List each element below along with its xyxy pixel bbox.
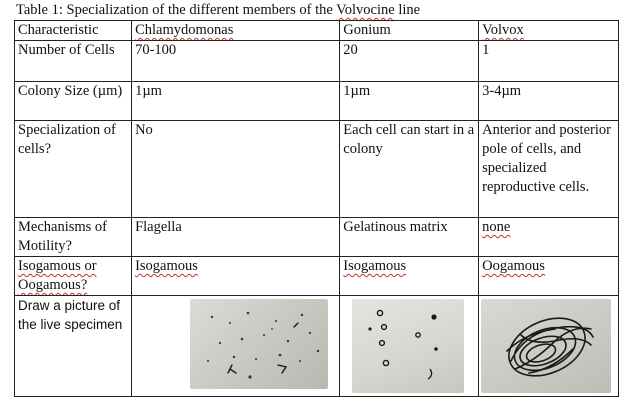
header-gonium: Gonium (340, 21, 479, 41)
cell-gonium: Gelatinous matrix (340, 218, 479, 257)
table-caption (16, 2, 420, 19)
cell-volvox: 3-4µm (479, 82, 619, 121)
row-label: Draw a picture of the live specimen (15, 296, 132, 397)
gonium-sketch (352, 299, 464, 393)
cell-chlamydomonas-drawing (132, 296, 340, 397)
volvox-sketch-photo (481, 299, 611, 393)
cell-gonium: Isogamous (343, 258, 407, 274)
cell-chlamydomonas: Isogamous (135, 258, 198, 274)
cell-chlamydomonas: Flagella (132, 218, 340, 257)
specialization-table (14, 20, 619, 397)
chlamydomonas-sketch-photo (190, 299, 328, 389)
row-label: Number of Cells (15, 41, 132, 82)
header-chlamydomonas: Chlamydomonas (135, 22, 234, 38)
chlamydomonas-sketch (190, 299, 328, 389)
cell-chlamydomonas: No (132, 121, 340, 218)
table-row-motility (15, 218, 619, 257)
caption-highlighted-word: Volvocine (336, 2, 395, 18)
row-label: Mechanisms of Motility? (15, 218, 132, 257)
table-row-specialization (15, 121, 619, 218)
header-volvox: Volvox (482, 22, 524, 38)
cell-volvox: none (482, 219, 511, 235)
cell-volvox: Anterior and posterior pole of cells, and specialized reproductive cells. (479, 121, 619, 218)
cell-gonium: Each cell can start in a colony (340, 121, 479, 218)
table-row-drawings (15, 296, 619, 397)
caption-suffix: line (394, 2, 421, 18)
header-characteristic: Characteristic (15, 21, 132, 41)
row-label: Isogamous or Oogamous? (18, 258, 97, 293)
table-row-colony-size (15, 82, 619, 121)
row-label: Specialization of cells? (15, 121, 132, 218)
cell-volvox: Oogamous (482, 258, 545, 274)
table-row-number-of-cells (15, 41, 619, 82)
cell-chlamydomonas: 70-100 (132, 41, 340, 82)
cell-volvox-drawing (479, 296, 619, 397)
gonium-sketch-photo (352, 299, 464, 393)
cell-gonium-drawing (340, 296, 479, 397)
cell-gonium: 1µm (340, 82, 479, 121)
row-label: Colony Size (µm) (15, 82, 132, 121)
table-header-row (15, 21, 619, 41)
cell-chlamydomonas: 1µm (132, 82, 340, 121)
cell-volvox: 1 (479, 41, 619, 82)
volvox-sketch (481, 299, 611, 393)
caption-prefix: Table 1: Specialization of the different members of the (16, 2, 337, 18)
table-row-gamy (15, 257, 619, 296)
cell-gonium: 20 (340, 41, 479, 82)
